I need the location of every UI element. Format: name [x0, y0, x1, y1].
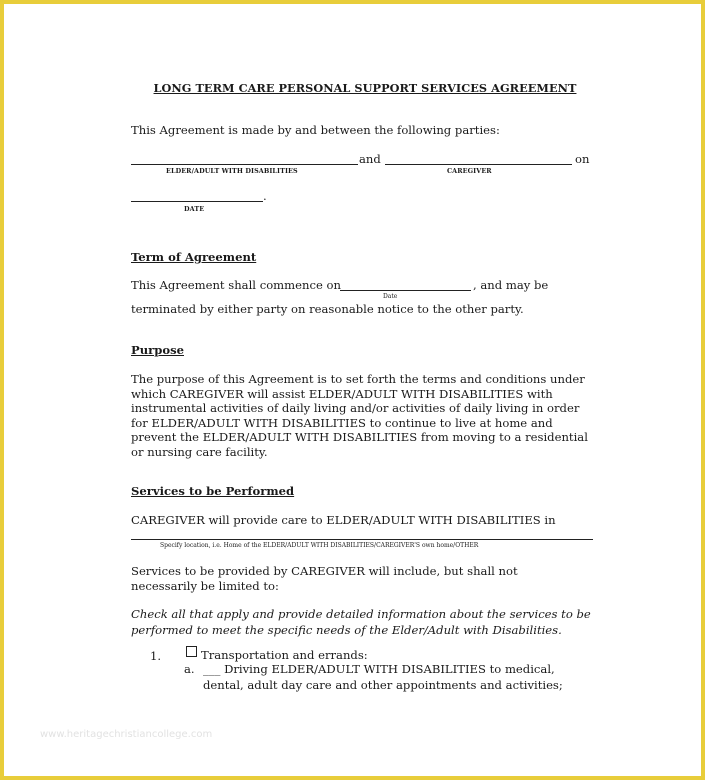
- services-heading: Services to be Performed: [131, 484, 295, 498]
- purpose-line: The purpose of this Agreement is to set forth the terms and conditions under: [131, 372, 585, 386]
- term-line1-end: , and may be: [473, 278, 549, 292]
- purpose-paragraph: [131, 372, 601, 459]
- elder-label: ELDER/ADULT WITH DISABILITIES: [166, 167, 298, 175]
- item-label: Transportation and errands:: [201, 648, 368, 662]
- location-line[interactable]: [131, 539, 593, 540]
- term-line1-start: This Agreement shall commence on: [131, 278, 341, 292]
- caregiver-name-line[interactable]: [385, 164, 572, 165]
- purpose-line: instrumental activities of daily living and/or activities of daily living in order: [131, 401, 580, 415]
- include-line: Services to be provided by CAREGIVER will include, but shall not: [131, 564, 518, 578]
- date-label: DATE: [184, 205, 205, 213]
- instruction-line: Check all that apply and provide detailed information about the services to be: [131, 607, 591, 621]
- include-line: necessarily be limited to:: [131, 578, 279, 593]
- services-include-paragraph: [131, 564, 601, 593]
- term-line2: terminated by either party on reasonable notice to the other party.: [131, 302, 524, 316]
- item-number: 1.: [150, 649, 162, 663]
- date-period: .: [263, 189, 267, 203]
- sub-letter: a.: [184, 662, 195, 676]
- location-hint: Specify location, i.e. Home of the ELDER/ADULT WITH DISABILITIES/CAREGIVER'S own home/OTHER: [160, 542, 479, 549]
- commence-date-line[interactable]: [340, 290, 471, 291]
- sub-line1: ___ Driving ELDER/ADULT WITH DISABILITIES to medical,: [203, 662, 555, 676]
- caregiver-label: CAREGIVER: [447, 167, 492, 175]
- watermark-text: www.heritagechristiancollege.com: [40, 729, 213, 740]
- on-text: on: [575, 152, 590, 166]
- date-line[interactable]: [131, 201, 263, 202]
- purpose-line: which CAREGIVER will assist ELDER/ADULT WITH DISABILITIES with: [131, 386, 553, 401]
- elder-name-line[interactable]: [131, 164, 358, 165]
- purpose-heading: Purpose: [131, 343, 184, 357]
- term-heading: Term of Agreement: [131, 250, 257, 264]
- purpose-line: or nursing care facility.: [131, 444, 268, 459]
- transportation-checkbox[interactable]: [186, 646, 197, 657]
- document-title: LONG TERM CARE PERSONAL SUPPORT SERVICES AGREEMENT: [153, 81, 577, 95]
- intro-text: This Agreement is made by and between the following parties:: [131, 123, 500, 137]
- sub-line2: dental, adult day care and other appointments and activities;: [203, 678, 563, 692]
- and-text: and: [359, 152, 381, 166]
- commence-date-label: Date: [383, 293, 398, 300]
- services-line1: CAREGIVER will provide care to ELDER/ADULT WITH DISABILITIES in: [131, 513, 556, 527]
- instruction-line: performed to meet the specific needs of the Elder/Adult with Disabilities.: [131, 623, 562, 637]
- purpose-line: for ELDER/ADULT WITH DISABILITIES to continue to live at home and: [131, 415, 553, 430]
- purpose-line: prevent the ELDER/ADULT WITH DISABILITIES from moving to a residential: [131, 430, 588, 444]
- instruction-paragraph: [131, 606, 601, 638]
